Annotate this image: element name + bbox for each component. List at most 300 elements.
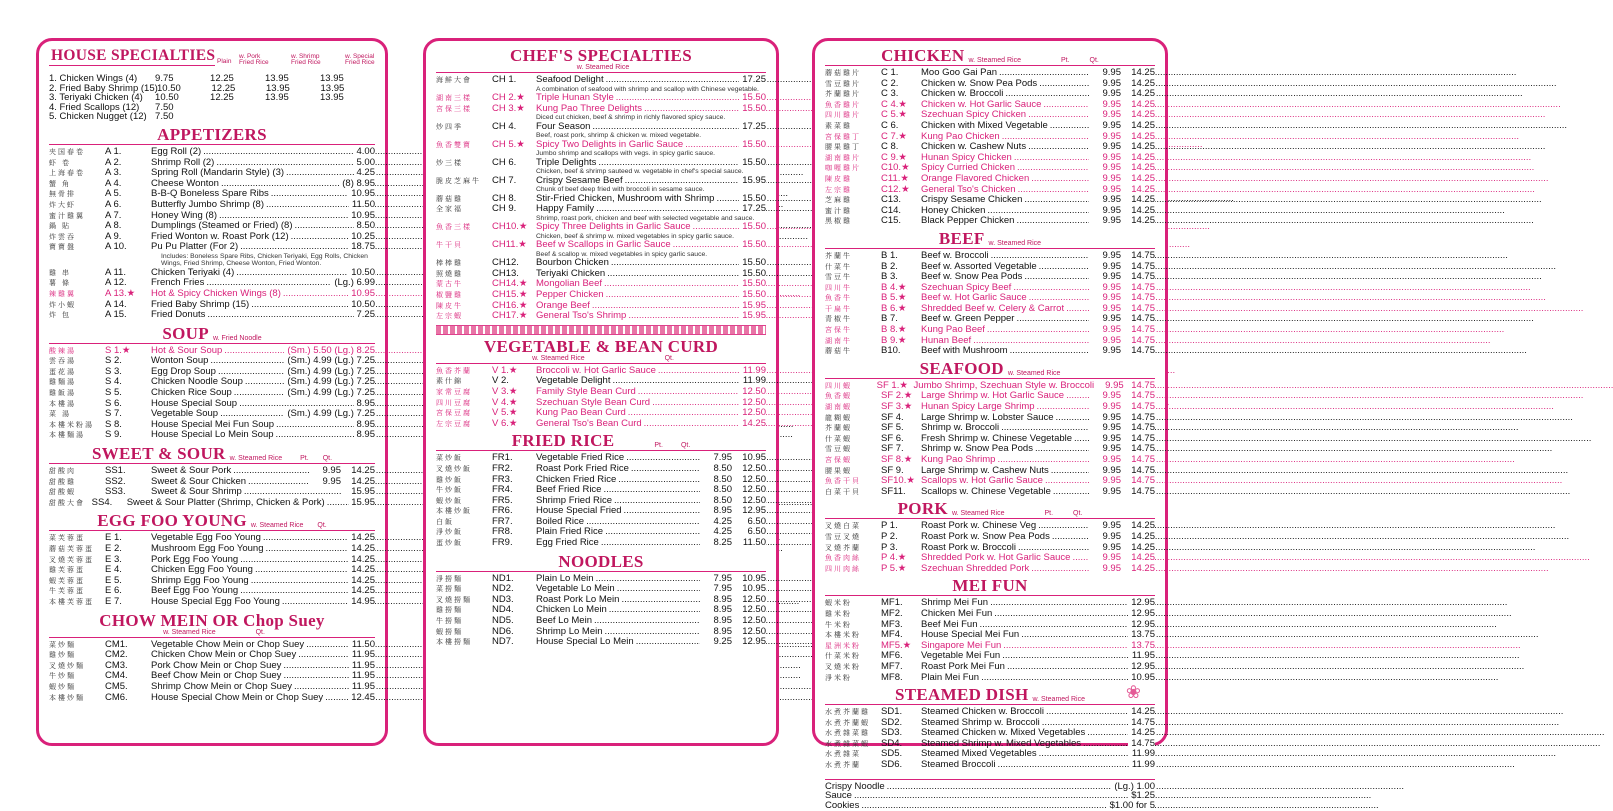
item-name: Cookies ..... <box>825 801 1107 811</box>
chinese-name: 雪豆雞片 <box>825 80 861 88</box>
chinese-name: 上海春卷 <box>49 170 85 178</box>
chinese-name: 腰果雞丁 <box>825 144 861 152</box>
item-name: Vegetable Lo Mein ..... <box>536 584 700 594</box>
chinese-name: 蝦米粉 <box>825 600 852 608</box>
chinese-name: 四川肉絲 <box>825 565 861 573</box>
item-code: SF10.★ <box>881 475 915 487</box>
chinese-name: 湖南牛 <box>825 337 852 345</box>
item-price-qt: 14.75 <box>1121 466 1155 476</box>
chinese-name: 咖喱雞片 <box>825 165 861 173</box>
item-name: Kung Pao Three Delights ..... <box>536 104 739 114</box>
item-code: S 2. <box>105 355 122 367</box>
chinese-name: 叉燒芥蘭 <box>825 544 861 552</box>
chinese-name: 甜酸肉 <box>49 468 76 476</box>
chinese-name: 炸小蝦 <box>49 301 76 309</box>
chef-special-row <box>436 75 766 86</box>
item-price: 7.25 <box>354 310 376 320</box>
item-code: C15. <box>881 215 902 227</box>
item-name: Black Pepper Chicken ..... <box>921 216 1089 226</box>
chinese-name: 蘑菇芙蓉蛋 <box>49 546 94 553</box>
item-price-qt: 14.75 <box>1121 325 1155 335</box>
item-name: General Tso's Bean Curd ..... <box>536 419 739 429</box>
item-code: FR4. <box>492 484 513 496</box>
item-name: Beef w. Assorted Vegetable ..... <box>921 262 1089 272</box>
item-name: Crispy Sesame Chicken ..... <box>921 195 1089 205</box>
chinese-name: 黑椒雞 <box>825 218 852 226</box>
chinese-name: 雞芙蓉蛋 <box>49 567 85 575</box>
item-code: C 3. <box>881 88 899 100</box>
item-name: Roast Pork Mei Fun ..... <box>921 662 1128 672</box>
item-name: Steamed Shrimp w. Mixed Vegetables ..... <box>921 739 1128 749</box>
item-price: (8) 8.95 <box>339 179 375 189</box>
item-name: B-B-Q Boneless Spare Ribs ..... <box>151 189 348 199</box>
item-price-qt: 12.50 <box>732 485 766 495</box>
item-code: B 9.★ <box>881 334 907 346</box>
item-price: 14.25 <box>1128 728 1155 738</box>
item-price-qt: 12.50 <box>732 496 766 506</box>
item-price-pt: 4.25 <box>700 517 732 527</box>
item-name: Roast Pork Lo Mein ..... <box>536 595 700 605</box>
item-code: A 12. <box>105 277 127 289</box>
item-price-pt: 9.95 <box>1089 100 1121 110</box>
item-name: Vegetable Delight ..... <box>536 376 740 386</box>
chinese-name: 本樓芙蓉蛋 <box>49 598 94 606</box>
item-code: V 6.★ <box>492 417 518 429</box>
item-code: CH14.★ <box>492 278 528 290</box>
chef-special-row <box>436 140 766 151</box>
item-price: 12.50 <box>739 398 766 408</box>
chinese-name: 全家福 <box>436 206 463 214</box>
chinese-name: 宮保豆腐 <box>436 410 472 418</box>
appetizer-row <box>49 147 375 158</box>
chinese-name: 蝦炒飯 <box>436 497 463 505</box>
item-name: Stir-Fried Chicken, Mushroom with Shrimp ..... <box>536 194 739 204</box>
item-name: Seafood Delight ..... <box>536 75 739 85</box>
chinese-name: 菜撈麵 <box>436 586 463 594</box>
item-code: MF2. <box>881 607 903 619</box>
item-price: 8.95 <box>354 430 376 440</box>
beef-subtitle: w. Steamed Rice <box>988 239 1042 247</box>
sweet-sour-subtitle: w. Steamed Rice <box>229 455 283 463</box>
chinese-name: 蝦撈麵 <box>436 628 463 636</box>
item-price: 8.95 <box>354 399 376 409</box>
soup-list <box>49 346 375 441</box>
chinese-name: 蟹 角 <box>49 180 71 188</box>
item-name: Fresh Shrimp w. Chinese Vegetable ..... <box>921 434 1089 444</box>
item-description: Chicken, beef & shrimp sauteed w. vegetable in chef's special sauce. <box>536 168 744 176</box>
item-code: A 3. <box>105 167 122 179</box>
item-price: (Sm.) 4.99 (Lg.) 7.25 <box>284 356 375 366</box>
chinese-name: 照燒雞 <box>436 270 463 278</box>
chinese-name: 蘑菇雞片 <box>825 70 861 77</box>
item-price: 4.25 <box>354 168 376 178</box>
house-item-row <box>49 112 375 122</box>
item-price-qt: 14.25 <box>1121 543 1155 553</box>
chinese-name: 夹国春卷 <box>49 148 85 156</box>
fried-rice-list <box>436 453 766 548</box>
item-name: Beef w Scallops in Garlic Sauce ..... <box>536 240 739 250</box>
item-code: SS3. <box>105 486 126 498</box>
item-code: SF 2.★ <box>881 390 913 402</box>
chinese-name: 叉燒炒飯 <box>436 465 472 473</box>
menu-panel-center <box>423 38 779 746</box>
item-name: Butterfly Jumbo Shrimp (8) ..... <box>151 200 349 210</box>
chinese-name: 青椒牛 <box>825 316 852 324</box>
item-name: House Special Lo Mein ..... <box>536 637 700 647</box>
chinese-name: 雞麵湯 <box>49 379 76 387</box>
item-name: Hunan Beef ..... <box>921 336 1089 346</box>
chinese-name: 炸雲吞 <box>49 233 76 241</box>
item-name: House Special Lo Mein Soup ..... <box>151 430 354 440</box>
section-title-fried-rice: FRIED RICE <box>511 431 615 451</box>
item-price-qt: 14.75 <box>1121 476 1155 486</box>
item-price-pt: 9.95 <box>1089 206 1121 216</box>
chinese-name: 芥蘭蝦 <box>825 425 852 433</box>
item-price: $1.25 <box>1128 791 1155 801</box>
house-col-special: w. Special Fried Rice <box>345 53 375 66</box>
chow-mein-row <box>49 693 375 704</box>
chef-special-row <box>436 93 766 104</box>
chinese-name: 牛芙蓉蛋 <box>49 588 85 596</box>
item-name: House Special Mei Fun Soup ..... <box>151 420 354 430</box>
item-price: 15.50 <box>739 240 766 250</box>
item-price: 12.50 <box>739 408 766 418</box>
item-name: Cheese Wonton ..... <box>151 179 339 189</box>
chef-special-row <box>436 204 766 215</box>
item-price: 14.25 <box>348 565 375 575</box>
item-code: S 7. <box>105 408 122 420</box>
item-price-pt: 9.95 <box>1089 283 1121 293</box>
item-code: B 3. <box>881 271 898 283</box>
pork-list <box>825 521 1155 574</box>
item-price-pt: 9.95 <box>309 477 341 487</box>
chicken-qt-label: Qt. <box>1089 57 1099 64</box>
item-name: Happy Family ..... <box>536 204 739 214</box>
item-price-qt: 14.25 <box>1121 564 1155 574</box>
item-code: B 5.★ <box>881 292 907 304</box>
item-price-qt: 14.25 <box>1121 532 1155 542</box>
item-name: Orange Flavored Chicken ..... <box>921 174 1089 184</box>
item-price-pt: 8.95 <box>700 605 732 615</box>
item-code: C 4.★ <box>881 98 907 110</box>
item-code: A 9. <box>105 230 122 242</box>
item-name: French Fries ..... <box>151 278 331 288</box>
item-code: CH17.★ <box>492 310 528 322</box>
chinese-name: 虾 卷 <box>49 159 71 167</box>
item-price-pt: 9.95 <box>1089 423 1121 433</box>
item-price: 12.25 <box>211 82 236 94</box>
appetizer-row <box>49 310 375 321</box>
item-code: V 4.★ <box>492 396 518 408</box>
item-name: Shrimp Egg Foo Young ..... <box>151 576 348 586</box>
sweet-pt-label: Pt. <box>300 455 309 463</box>
item-price: 15.50 <box>739 104 766 114</box>
chinese-name: 牛干貝 <box>436 242 463 250</box>
chef-special-row <box>436 240 766 251</box>
chinese-name: 干扁牛 <box>825 305 852 313</box>
item-description: Chunk of beef deep fried with broccoli in sesame sauce. <box>536 186 705 194</box>
item-price: (Sm.) 4.99 (Lg.) 7.25 <box>284 367 375 377</box>
item-price-qt: 14.25 <box>1121 132 1155 142</box>
chinese-name: 菜 湯 <box>49 411 71 419</box>
mei-fun-row <box>825 662 1155 673</box>
item-price-qt: 14.25 <box>1121 89 1155 99</box>
chinese-name: 湖南蝦 <box>825 404 852 412</box>
item-price: 11.95 <box>349 671 375 681</box>
item-code: S 1.★ <box>105 344 131 356</box>
item-name: Kung Pao Chicken ..... <box>921 132 1089 142</box>
chinese-name: 雞炒麵 <box>49 652 76 660</box>
item-name: Beef Fried Rice ..... <box>536 485 700 495</box>
item-name: Pu Pu Platter (For 2) ..... <box>151 242 348 252</box>
chinese-name: 腰果蝦 <box>825 467 852 475</box>
item-name: Steamed Shrimp w. Broccoli ..... <box>921 718 1128 728</box>
item-price-pt: 8.95 <box>700 616 732 626</box>
item-price <box>320 103 375 113</box>
item-name: Chicken w. Hot Garlic Sauce ..... <box>921 100 1089 110</box>
item-name: Sweet & Sour Shrimp ..... <box>151 487 309 497</box>
item-code: A 5. <box>105 188 122 200</box>
item-name: Vegetable Mei Fun ..... <box>921 651 1129 661</box>
seafood-list <box>825 381 1155 498</box>
vegetable-row <box>436 419 766 430</box>
item-code: CH13. <box>492 267 519 279</box>
item-name: Hunan Spicy Large Shrimp ..... <box>921 402 1089 412</box>
veg-subtitle: w. Steamed Rice <box>532 354 585 362</box>
item-code: FR8. <box>492 526 513 538</box>
item-price: 14.25 <box>348 555 375 565</box>
item-price: 5.00 <box>354 158 376 168</box>
item-price-pt: 9.95 <box>1089 521 1121 531</box>
item-price: 15.50 <box>739 194 766 204</box>
item-name: Steamed Chicken w. Broccoli ..... <box>921 707 1128 717</box>
item-price: 14.25 <box>348 586 375 596</box>
chinese-name: 素菜雞 <box>825 122 852 130</box>
chinese-name: 水煮芥蘭雞 <box>825 709 870 717</box>
section-title-beef: BEEF <box>938 228 985 248</box>
chinese-name: 水煮雜菜雞 <box>825 730 870 738</box>
pork-pt-label: Pt. <box>1044 510 1054 518</box>
item-price-qt: 14.25 <box>1121 153 1155 163</box>
item-name: Chicken Teriyaki (4) ..... <box>151 268 348 278</box>
item-code: ND1. <box>492 572 514 584</box>
egg-foo-qt-label: Qt. <box>317 522 327 530</box>
chef-special-row <box>436 176 766 187</box>
item-price-pt: 7.95 <box>700 574 732 584</box>
item-name: 4. Fried Scallops (12) <box>49 101 140 113</box>
chicken-row <box>825 174 1155 185</box>
section-title-sweet-sour: SWEET & SOUR <box>91 444 226 464</box>
item-price-qt: 14.75 <box>1121 314 1155 324</box>
chinese-name: 本樓麵湯 <box>49 432 85 440</box>
item-price-pt: 9.95 <box>1089 455 1121 465</box>
item-price: 13.95 <box>266 82 290 94</box>
chinese-name: 雞 串 <box>49 269 71 277</box>
chicken-pt-label: Pt. <box>1060 57 1070 64</box>
item-name: Broccoli w. Hot Garlic Sauce ..... <box>536 366 740 376</box>
chinese-name: 左宗蝦 <box>436 313 463 321</box>
item-price-pt: 4.25 <box>700 527 732 537</box>
item-name: House Special Egg Foo Young ..... <box>151 597 348 607</box>
item-price: 10.95 <box>1128 673 1155 683</box>
chinese-name: 炸大虾 <box>49 201 76 209</box>
item-code: FR6. <box>492 505 513 517</box>
egg-foo-young-list <box>49 533 375 607</box>
item-description: Chicken, beef & shrimp w. mixed vegetables in spicy garlic sauce. <box>536 232 734 240</box>
item-price-qt: 12.95 <box>732 506 766 516</box>
chinese-name: 左宗雞 <box>825 186 852 194</box>
item-price: 18.75 <box>348 242 375 252</box>
pork-qt-label: Qt. <box>1073 510 1083 518</box>
item-name: Plain Fried Rice ..... <box>536 527 700 537</box>
chinese-name: 本樓撈麵 <box>436 639 472 647</box>
item-code: P 5.★ <box>881 562 907 574</box>
item-code: C13. <box>881 194 902 206</box>
item-name: Beef Chow Mein or Chop Suey ..... <box>151 671 349 681</box>
item-name: Steamed Mixed Vegetables ..... <box>921 749 1129 759</box>
item-price-qt: 14.75 <box>1121 444 1155 454</box>
item-code: MF5.★ <box>881 639 912 651</box>
item-name: Bourbon Chicken ..... <box>536 258 739 268</box>
chinese-name: 雪豆蝦 <box>825 446 852 454</box>
item-name: 3. Teriyaki Chicken (4) <box>49 92 143 104</box>
item-name: Shredded Pork w. Hot Garlic Sauce ..... <box>921 553 1089 563</box>
item-name: Fried Wonton w. Roast Pork (12) ..... <box>151 232 348 242</box>
appetizer-row <box>49 200 375 211</box>
item-name: Steamed Chicken w. Mixed Vegetables ..... <box>921 728 1128 738</box>
item-name: Kung Pao Bean Curd ..... <box>536 408 739 418</box>
item-price: 12.95 <box>1128 662 1155 672</box>
item-name: Beef w. Green Pepper ..... <box>921 314 1089 324</box>
item-name: Mongolian Beef ..... <box>536 279 739 289</box>
item-price: 11.50 <box>349 200 375 210</box>
item-name: Chicken Chow Mein or Chop Suey ..... <box>151 650 349 660</box>
item-price: (Sm.) 4.99 (Lg.) 7.25 <box>284 409 375 419</box>
item-price-pt: 9.95 <box>1089 487 1121 497</box>
item-price: 8.50 <box>354 221 376 231</box>
chicken-row <box>825 68 1155 79</box>
chinese-name: 白菜干貝 <box>825 488 861 496</box>
item-code: S 4. <box>105 376 122 388</box>
item-price-qt: 14.25 <box>1121 110 1155 120</box>
item-name: Vegetable Soup ..... <box>151 409 284 419</box>
chinese-name: 陳皮牛 <box>436 302 463 310</box>
item-code: E 3. <box>105 553 122 565</box>
item-price: 15.50 <box>739 269 766 279</box>
item-price-pt: 8.50 <box>700 464 732 474</box>
item-price-pt: 9.95 <box>1089 476 1121 486</box>
item-name: Large Shrimp w. Lobster Sauce ..... <box>921 413 1089 423</box>
item-name: Moo Goo Gai Pan ..... <box>921 68 1089 78</box>
item-code: S 3. <box>105 365 122 377</box>
item-code: C 7.★ <box>881 130 907 142</box>
chinese-name: 魚香干貝 <box>825 478 861 486</box>
chicken-list <box>825 68 1155 227</box>
item-price: 11.50 <box>349 640 375 650</box>
item-code: ND7. <box>492 636 514 648</box>
item-name: General Tso's Chicken ..... <box>921 185 1089 195</box>
item-price-pt: 9.95 <box>1089 68 1121 78</box>
item-code: MF6. <box>881 650 903 662</box>
item-name: Szechuan Spicy Beef ..... <box>921 283 1089 293</box>
item-name: Scallops w. Chinese Vegetable ..... <box>921 487 1089 497</box>
chinese-name: 雞撈麵 <box>436 607 463 615</box>
item-name: Honey Wing (8) ..... <box>151 211 348 221</box>
item-code: SD5. <box>881 748 903 760</box>
chinese-name: 魚香肉絲 <box>825 555 861 563</box>
item-price: 10.95 <box>348 189 375 199</box>
item-price-qt: 14.25 <box>1121 121 1155 131</box>
item-price-qt: 14.25 <box>1121 521 1155 531</box>
item-price: 12.45 <box>348 693 375 703</box>
sweet-sour-list <box>49 466 375 508</box>
chinese-name: 雲吞湯 <box>49 358 76 366</box>
item-code: CH16.★ <box>492 299 528 311</box>
chinese-name: 宮保雞丁 <box>825 133 861 141</box>
pupu-description: Includes: Boneless Spare Ribs, Chicken Teriyaki, Egg Rolls, Chicken Wings, Fried Shrimp, Cheese Wonton, Fried Wonton. <box>161 252 368 268</box>
item-code: SD3. <box>881 727 903 739</box>
item-code: C 9.★ <box>881 151 907 163</box>
item-price-qt: 14.25 <box>341 477 375 487</box>
item-code: CM3. <box>105 659 128 671</box>
chef-special-row <box>436 122 766 133</box>
chinese-name: 本樓炒麵 <box>49 694 85 702</box>
item-price <box>265 103 320 113</box>
item-price: 15.50 <box>739 158 766 168</box>
item-price-qt: 14.75 <box>1121 423 1155 433</box>
item-name: Egg Roll (2) ..... <box>151 147 354 157</box>
item-price: 13.95 <box>265 73 289 84</box>
item-price-pt: 7.95 <box>700 453 732 463</box>
item-code: CH 1. <box>492 74 517 85</box>
item-price: 12.50 <box>739 387 766 397</box>
item-name: Pepper Chicken ..... <box>536 290 739 300</box>
section-title-chow-mein: CHOW MEIN OR Chop Suey <box>99 610 325 630</box>
chinese-name: 四川牛 <box>825 284 852 292</box>
item-code: S 6. <box>105 397 122 409</box>
chinese-name: 湖南雞片 <box>825 154 861 162</box>
item-price: 9.75 <box>155 73 174 84</box>
item-code: C10.★ <box>881 162 910 174</box>
item-price-qt: 14.75 <box>1124 381 1155 391</box>
item-price-qt: 14.75 <box>1121 487 1155 497</box>
item-code: CH 6. <box>492 156 517 168</box>
chinese-name: 蝦芙蓉蛋 <box>49 577 85 585</box>
egg-foo-young-row <box>49 544 375 555</box>
item-name: Hunan Spicy Chicken ..... <box>921 153 1089 163</box>
chow-mein-row <box>49 682 375 693</box>
pork-subtitle: w. Steamed Rice <box>951 510 1005 518</box>
item-code: B10. <box>881 345 901 357</box>
item-name: House Special Chow Mein or Chop Suey ..... <box>151 693 348 703</box>
chinese-name: 什菜米粉 <box>825 653 861 661</box>
chinese-name: 無骨排 <box>49 191 76 199</box>
item-name: Jumbo Shrimp, Szechuan Style w. Broccoli ..... <box>914 381 1095 391</box>
item-code: C 2. <box>881 77 899 89</box>
item-code: A 11. <box>105 266 126 278</box>
item-name: Spicy Two Delights in Garlic Sauce ..... <box>536 140 739 150</box>
item-name: Shrimp Chow Mein or Chop Suey ..... <box>151 682 349 692</box>
item-name: 5. Chicken Nugget (12) <box>49 111 147 123</box>
item-code: SS4. <box>91 496 113 508</box>
item-name: Spicy Curried Chicken ..... <box>921 163 1089 173</box>
item-price <box>210 103 265 113</box>
fried-rice-qt-label: Qt. <box>680 442 691 450</box>
item-name: Chicken Rice Soup ..... <box>151 388 284 398</box>
sweet-qt-label: Qt. <box>322 455 333 463</box>
chinese-name: 魚香三樣 <box>436 224 472 232</box>
mei-fun-row <box>825 609 1155 620</box>
